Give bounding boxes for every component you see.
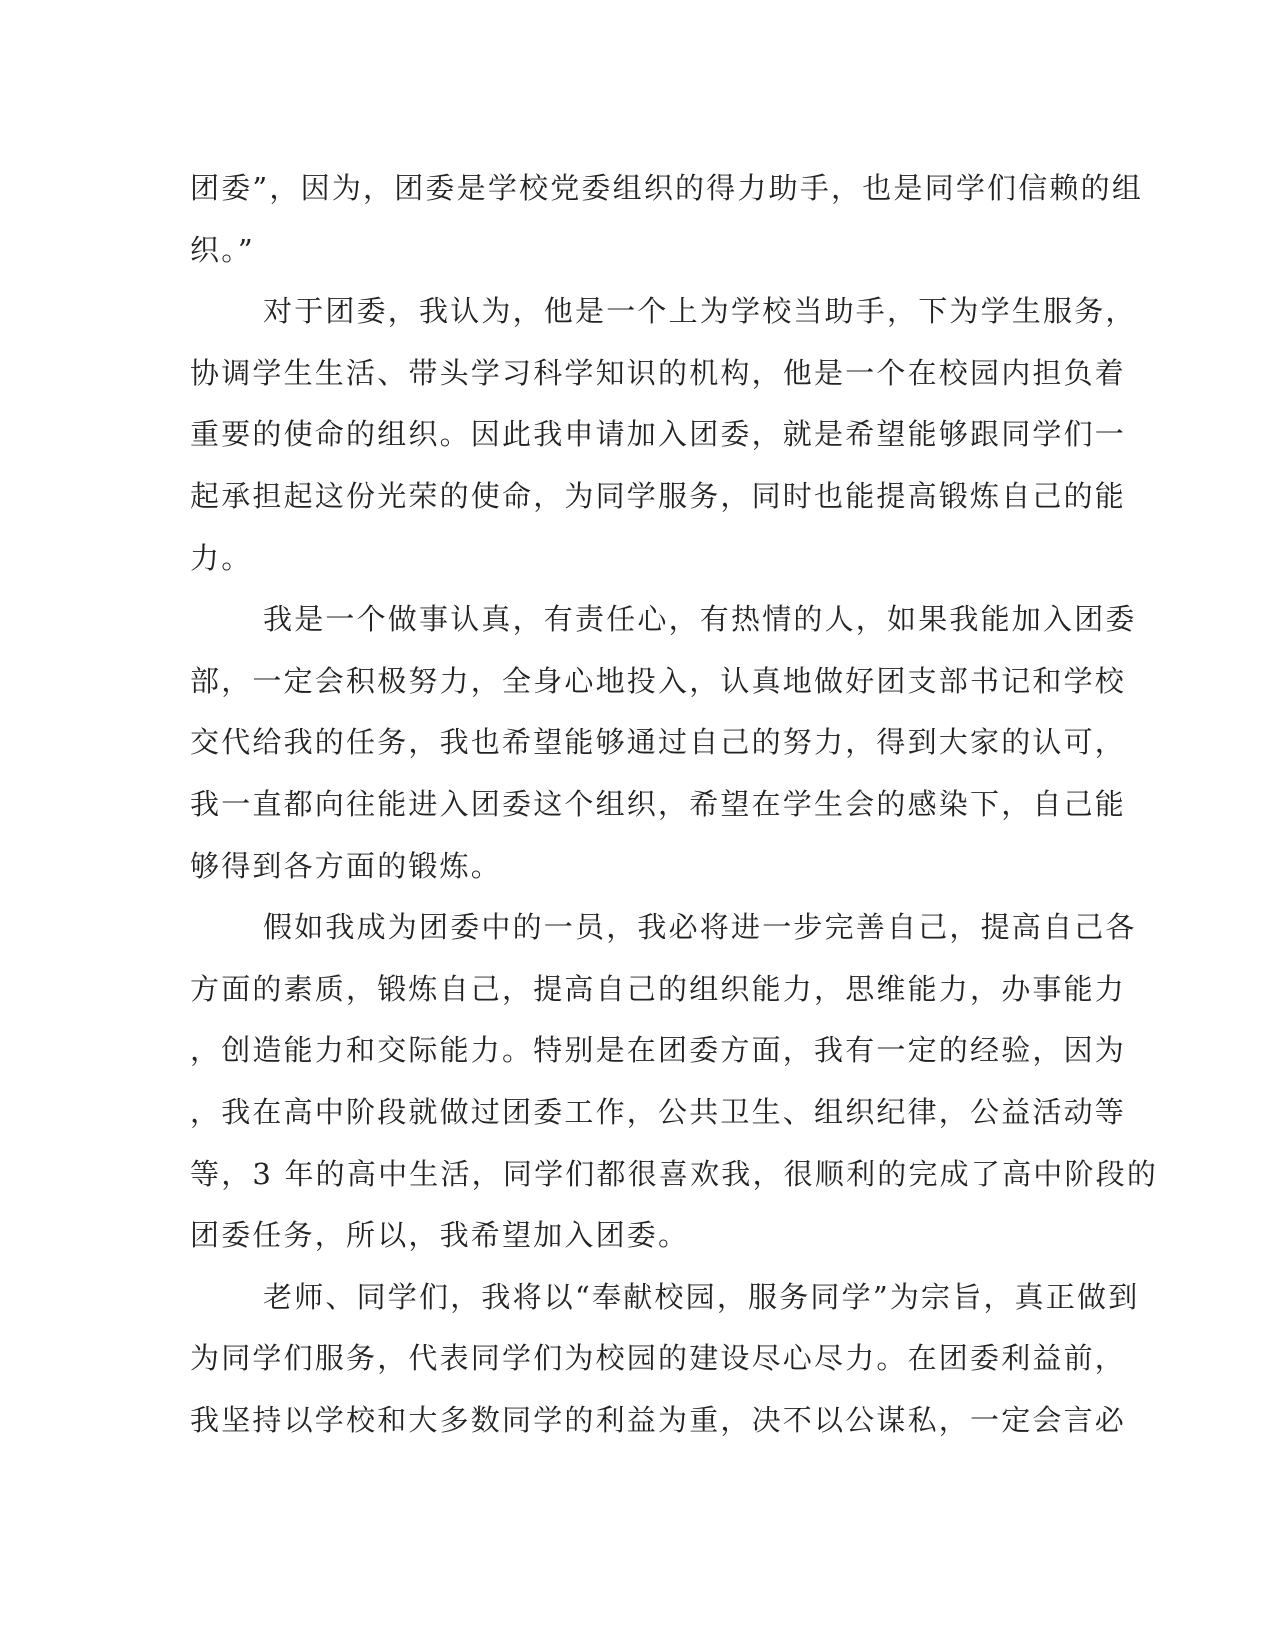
text-line: 团委”，因为，团委是学校党委组织的得力助手，也是同学们信赖的组 — [190, 171, 1144, 205]
paragraph-first-line: 我是一个做事认真，有责任心，有热情的人，如果我能加入团委 — [263, 602, 1137, 637]
paragraph-first-line: 假如我成为团委中的一员，我必将进一步完善自己，提高自己各 — [263, 910, 1137, 945]
text-line: 我坚持以学校和大多数同学的利益为重，决不以公谋私，一定会言必 — [190, 1402, 1127, 1437]
text-line: 我一直都向往能进入团委这个组织，希望在学生会的感染下，自己能 — [190, 786, 1127, 821]
text-line: 力。 — [190, 540, 253, 575]
text-line: 协调学生生活、带头学习科学知识的机构，他是一个在校园内担负着 — [190, 355, 1127, 390]
text-line: 够得到各方面的锻炼。 — [190, 848, 503, 883]
paragraph-first-line: 对于团委，我认为，他是一个上为学校当助手，下为学生服务， — [263, 294, 1137, 329]
text-line: 织。” — [190, 232, 255, 267]
paragraph-first-line: 老师、同学们，我将以“奉献校园，服务同学”为宗旨，真正做到 — [263, 1279, 1140, 1314]
text-line: 部，一定会积极努力，全身心地投入，认真地做好团支部书记和学校 — [190, 663, 1127, 698]
text-line: ，创造能力和交际能力。特别是在团委方面，我有一定的经验，因为 — [190, 1033, 1127, 1068]
text-line: 交代给我的任务，我也希望能够通过自己的努力，得到大家的认可， — [190, 725, 1127, 760]
text-line: 重要的使命的组织。因此我申请加入团委，就是希望能够跟同学们一 — [190, 417, 1127, 452]
text-line: ，我在高中阶段就做过团委工作，公共卫生、组织纪律，公益活动等 — [190, 1094, 1127, 1129]
text-line: 为同学们服务，代表同学们为校园的建设尽心尽力。在团委利益前， — [190, 1341, 1127, 1376]
text-line: 等，3 年的高中生活，同学们都很喜欢我，很顺利的完成了高中阶段的 — [190, 1156, 1159, 1191]
document-body — [190, 158, 1159, 1451]
text-line: 起承担起这份光荣的使命，为同学服务，同时也能提高锻炼自己的能 — [190, 478, 1127, 513]
text-line: 团委任务，所以，我希望加入团委。 — [190, 1218, 690, 1253]
text-line: 方面的素质，锻炼自己，提高自己的组织能力，思维能力，办事能力 — [190, 971, 1127, 1006]
